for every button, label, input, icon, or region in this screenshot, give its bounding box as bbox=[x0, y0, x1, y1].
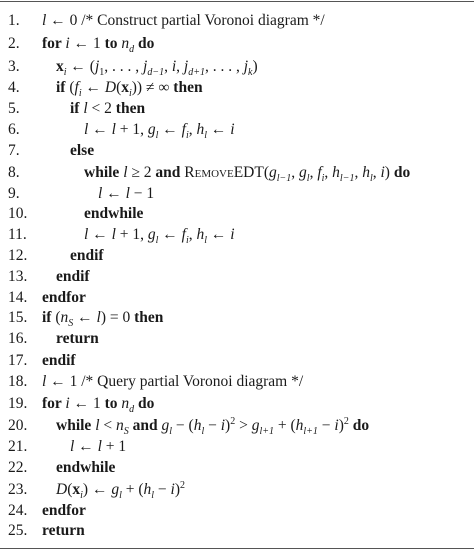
token: do bbox=[348, 417, 370, 434]
token: RemoveEDT bbox=[184, 164, 264, 181]
token: , bbox=[188, 226, 197, 243]
token: g bbox=[251, 417, 260, 434]
line-code bbox=[84, 224, 235, 246]
token: D bbox=[104, 79, 117, 96]
token: /* Query partial Voronoi diagram */ bbox=[81, 373, 304, 390]
token: l bbox=[97, 438, 102, 455]
line-number: 17. bbox=[8, 352, 28, 369]
token: i bbox=[380, 164, 385, 181]
token: n bbox=[116, 417, 124, 434]
token: then bbox=[115, 100, 146, 117]
token: endif bbox=[42, 352, 76, 369]
token: if bbox=[56, 79, 70, 96]
token: /* Construct partial Voronoi diagram */ bbox=[81, 12, 325, 29]
token: , bbox=[291, 164, 300, 181]
line-code bbox=[42, 10, 325, 32]
line-code bbox=[42, 33, 154, 55]
line-code bbox=[42, 287, 86, 309]
line-number: 9. bbox=[8, 185, 20, 202]
token: ← bbox=[207, 226, 231, 243]
token: d bbox=[129, 404, 135, 416]
token: l−1 bbox=[339, 173, 355, 185]
line-code bbox=[70, 245, 104, 267]
token: l bbox=[151, 490, 155, 502]
token: l bbox=[119, 490, 122, 502]
token: ← bbox=[158, 121, 182, 138]
token: h bbox=[295, 417, 304, 434]
token: ← bbox=[102, 185, 126, 202]
token: x bbox=[121, 79, 129, 96]
line-number: 13. bbox=[8, 268, 28, 285]
token: ) bbox=[338, 417, 344, 434]
token: while bbox=[56, 417, 96, 434]
token: if bbox=[42, 309, 56, 326]
token: + ( bbox=[273, 417, 296, 434]
line-code bbox=[84, 119, 235, 141]
token: h bbox=[143, 481, 152, 498]
line-number: 19. bbox=[8, 395, 28, 412]
token: , . . . , bbox=[104, 58, 144, 75]
line-number: 11. bbox=[8, 226, 27, 243]
token: i bbox=[230, 226, 235, 243]
token: 2 bbox=[180, 479, 186, 491]
token: ) bbox=[384, 164, 394, 181]
token: j bbox=[243, 58, 249, 75]
token: n bbox=[60, 309, 69, 326]
token: i bbox=[334, 417, 339, 434]
line-code bbox=[70, 98, 145, 120]
line-code bbox=[42, 307, 163, 329]
token: ) bbox=[225, 417, 231, 434]
token: ( bbox=[69, 79, 75, 96]
token: g bbox=[269, 164, 277, 181]
top-rule bbox=[0, 1, 474, 2]
token: ← bbox=[207, 121, 231, 138]
token: i bbox=[185, 130, 189, 142]
line-number: 22. bbox=[8, 459, 28, 476]
token: g bbox=[111, 481, 120, 498]
line-number: 10. bbox=[8, 205, 28, 222]
token: to bbox=[104, 35, 122, 52]
token: ← 0 bbox=[46, 12, 82, 29]
token: then bbox=[134, 309, 164, 326]
token: i bbox=[128, 88, 132, 100]
line-number: 15. bbox=[8, 309, 28, 326]
token: ( bbox=[116, 79, 122, 96]
token: d−1 bbox=[147, 67, 165, 79]
token: , bbox=[372, 164, 381, 181]
token: g bbox=[161, 417, 170, 434]
token: ) bbox=[252, 58, 258, 75]
line-number: 7. bbox=[8, 142, 20, 159]
token: , bbox=[164, 58, 172, 75]
token: n bbox=[121, 35, 130, 52]
token: 2 bbox=[230, 415, 236, 427]
token: ← 1 bbox=[46, 373, 82, 390]
line-number: 12. bbox=[8, 247, 28, 264]
token: d bbox=[129, 44, 135, 56]
token: l bbox=[84, 226, 89, 243]
line-number: 25. bbox=[8, 522, 28, 539]
token: d+1 bbox=[188, 67, 205, 79]
line-code bbox=[56, 266, 90, 288]
line-number: 14. bbox=[8, 289, 28, 306]
token: < bbox=[99, 417, 116, 434]
token: return bbox=[56, 330, 99, 347]
token: and bbox=[128, 417, 162, 434]
token: ← bbox=[88, 226, 112, 243]
token: i bbox=[171, 58, 177, 75]
token: endwhile bbox=[84, 205, 144, 222]
token: l bbox=[70, 438, 75, 455]
token: x bbox=[72, 481, 81, 498]
token: l+1 bbox=[303, 426, 318, 438]
token: ) bbox=[174, 481, 181, 498]
token: endif bbox=[70, 247, 104, 264]
line-code bbox=[56, 56, 258, 78]
token: , bbox=[324, 164, 333, 181]
token: i bbox=[80, 490, 83, 502]
token: l bbox=[306, 173, 310, 185]
token: ( bbox=[55, 309, 61, 326]
token: l bbox=[98, 185, 103, 202]
token: g bbox=[147, 121, 156, 138]
line-code bbox=[42, 371, 303, 393]
token: ← ( bbox=[66, 58, 95, 75]
line-code bbox=[56, 457, 115, 479]
token: h bbox=[362, 164, 370, 181]
token: endwhile bbox=[56, 459, 116, 476]
line-number: 1. bbox=[8, 12, 20, 29]
token: else bbox=[70, 142, 95, 159]
token: i bbox=[220, 417, 226, 434]
token: − bbox=[204, 417, 221, 434]
token: ← bbox=[158, 226, 182, 243]
token: f bbox=[181, 226, 186, 243]
token: to bbox=[104, 395, 122, 412]
line-code bbox=[42, 520, 85, 542]
token: endfor bbox=[42, 502, 86, 519]
line-code bbox=[70, 436, 126, 458]
token: ← bbox=[74, 438, 98, 455]
bottom-rule bbox=[0, 548, 474, 549]
token: h bbox=[332, 164, 340, 181]
token: i bbox=[78, 88, 82, 100]
line-code bbox=[42, 500, 86, 522]
line-number: 20. bbox=[8, 417, 28, 434]
token: f bbox=[181, 121, 186, 138]
line-number: 18. bbox=[8, 373, 28, 390]
line-code bbox=[98, 183, 154, 205]
token: < 2 bbox=[87, 100, 116, 117]
line-number: 21. bbox=[8, 438, 28, 455]
token: − ( bbox=[172, 417, 194, 434]
token: do bbox=[134, 395, 155, 412]
token: and bbox=[155, 164, 185, 181]
token: g bbox=[299, 164, 307, 181]
token: do bbox=[134, 35, 155, 52]
token: i bbox=[170, 481, 175, 498]
token: l bbox=[84, 121, 89, 138]
token: l bbox=[123, 164, 128, 181]
token: S bbox=[68, 318, 74, 330]
token: h bbox=[193, 417, 202, 434]
line-code bbox=[70, 140, 94, 162]
token: ← 1 bbox=[69, 35, 105, 52]
token: l bbox=[169, 426, 173, 438]
token: if bbox=[70, 100, 84, 117]
token: return bbox=[42, 522, 85, 539]
line-code bbox=[56, 77, 203, 99]
line-code bbox=[84, 162, 410, 184]
token: x bbox=[56, 58, 64, 75]
token: , bbox=[176, 58, 184, 75]
token: S bbox=[123, 426, 129, 438]
token: l bbox=[83, 100, 88, 117]
token: > bbox=[235, 417, 252, 434]
token: ← bbox=[81, 79, 105, 96]
token: l bbox=[155, 130, 159, 142]
token: ≥ 2 bbox=[127, 164, 156, 181]
token: l bbox=[369, 173, 373, 185]
token: l bbox=[96, 309, 101, 326]
token: l bbox=[204, 130, 208, 142]
token: l bbox=[111, 121, 116, 138]
token: l bbox=[125, 185, 130, 202]
line-code bbox=[84, 203, 143, 225]
line-number: 5. bbox=[8, 100, 20, 117]
token: f bbox=[317, 164, 322, 181]
token: l−1 bbox=[276, 173, 292, 185]
token: l bbox=[42, 373, 47, 390]
token: + 1, bbox=[115, 121, 148, 138]
line-number: 23. bbox=[8, 481, 28, 498]
token: i bbox=[65, 395, 70, 412]
token: , . . . , bbox=[204, 58, 244, 75]
line-code bbox=[56, 479, 185, 501]
token: for bbox=[42, 35, 66, 52]
token: do bbox=[393, 164, 411, 181]
token: l bbox=[42, 12, 47, 29]
token: then bbox=[173, 79, 203, 96]
token: h bbox=[196, 121, 205, 138]
token: i bbox=[185, 235, 189, 247]
line-number: 16. bbox=[8, 330, 28, 347]
token: ← bbox=[73, 309, 97, 326]
token: i bbox=[230, 121, 235, 138]
token: − bbox=[317, 417, 335, 434]
line-code bbox=[56, 415, 369, 437]
token: i bbox=[65, 35, 70, 52]
token: for bbox=[42, 395, 66, 412]
line-number: 6. bbox=[8, 121, 20, 138]
token: l bbox=[201, 426, 205, 438]
token: k bbox=[248, 67, 253, 79]
token: + ( bbox=[121, 481, 144, 498]
token: g bbox=[147, 226, 156, 243]
token: l bbox=[111, 226, 116, 243]
token: + 1, bbox=[115, 226, 148, 243]
line-code bbox=[56, 328, 99, 350]
token: 1 bbox=[99, 67, 105, 79]
token: f bbox=[74, 79, 79, 96]
line-number: 2. bbox=[8, 35, 20, 52]
token: n bbox=[121, 395, 130, 412]
token: while bbox=[84, 164, 124, 181]
token: − 1 bbox=[129, 185, 155, 202]
token: D bbox=[56, 481, 68, 498]
token: , bbox=[188, 121, 197, 138]
token: i bbox=[63, 67, 67, 79]
token: endif bbox=[56, 268, 90, 285]
token: j bbox=[183, 58, 189, 75]
token: , bbox=[309, 164, 318, 181]
token: ← 1 bbox=[69, 395, 105, 412]
token: ) = 0 bbox=[100, 309, 135, 326]
line-code bbox=[42, 350, 76, 372]
token: ← bbox=[88, 121, 112, 138]
token: i bbox=[321, 173, 325, 185]
token: h bbox=[196, 226, 205, 243]
token: l bbox=[155, 235, 159, 247]
token: − bbox=[154, 481, 171, 498]
token: endfor bbox=[42, 289, 86, 306]
token: ( bbox=[67, 481, 73, 498]
line-number: 3. bbox=[8, 58, 20, 75]
line-code bbox=[42, 393, 154, 415]
token: )) ≠ ∞ bbox=[131, 79, 174, 96]
token: 2 bbox=[343, 415, 349, 427]
token: ) ← bbox=[82, 481, 112, 498]
token: l bbox=[95, 417, 100, 434]
line-number: 24. bbox=[8, 502, 28, 519]
token: + 1 bbox=[101, 438, 127, 455]
token: l+1 bbox=[259, 426, 274, 438]
token: j bbox=[143, 58, 148, 75]
line-number: 4. bbox=[8, 79, 20, 96]
token: j bbox=[94, 58, 100, 75]
token: , bbox=[354, 164, 363, 181]
token: ( bbox=[263, 164, 270, 181]
line-number: 8. bbox=[8, 164, 20, 181]
token: l bbox=[204, 235, 208, 247]
